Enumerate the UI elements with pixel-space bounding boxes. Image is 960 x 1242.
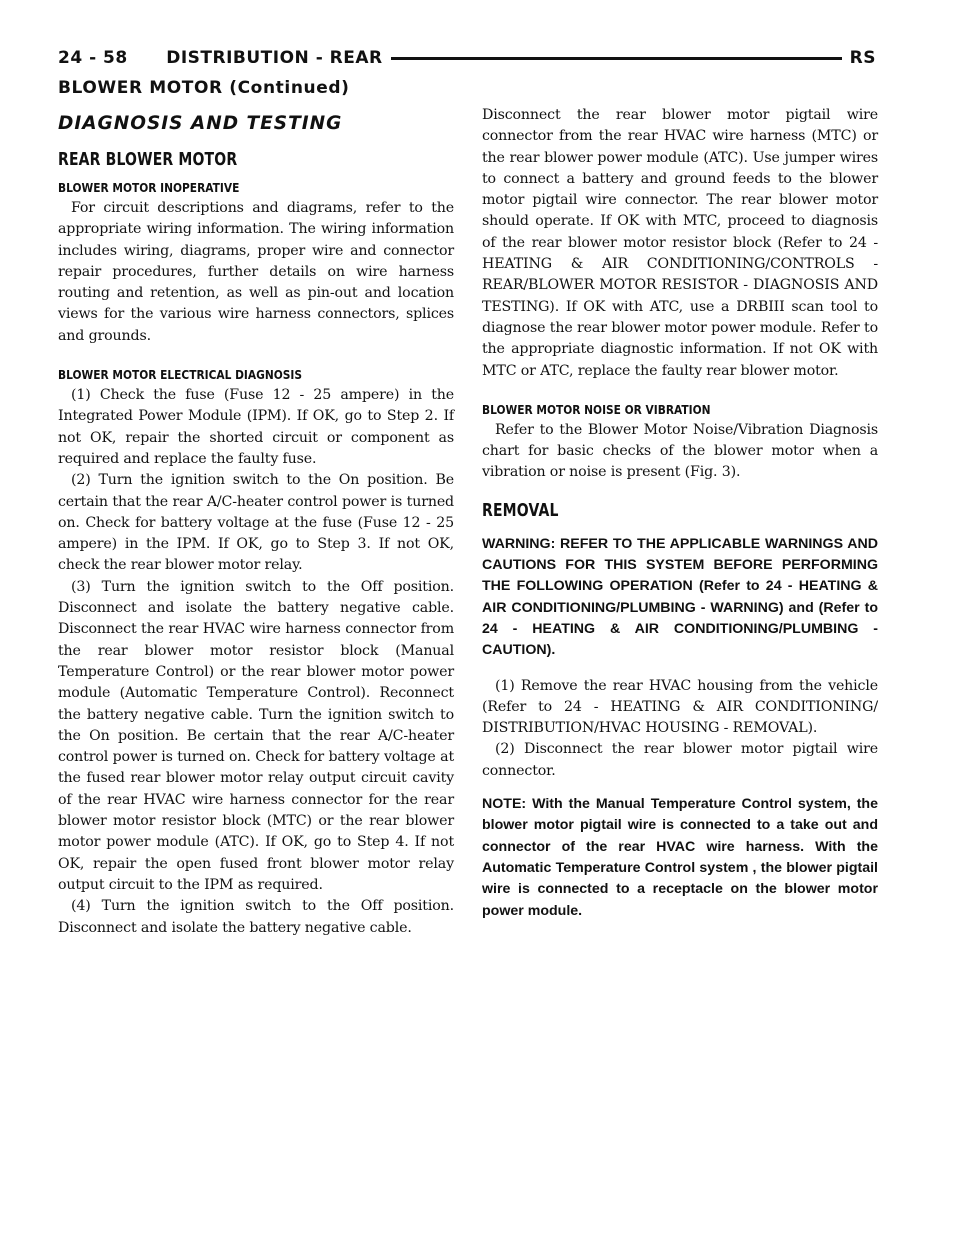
removal-step-2: (2) Disconnect the rear blower motor pigtail wire connector. <box>482 741 878 779</box>
paragraph-noise-vibration: Refer to the Blower Motor Noise/Vibration Diagnosis chart for basic checks of the blower motor when a vibration or noise is present (Fig. 3). <box>482 421 878 481</box>
section-title-diagnosis: DIAGNOSIS AND TESTING <box>58 113 343 134</box>
step-4: (4) Turn the ignition switch to the Off position. Disconnect and isolate the battery negative cable. <box>58 898 454 936</box>
section-title-removal: REMOVAL <box>482 500 559 521</box>
note-paragraph: NOTE: With the Manual Temperature Control system, the blower motor pigtail wire is connected to a take out and connector of the rear HVAC wire harness. With the Automatic Temperature Control system , the blower pigtail wire is connected to a receptacle on the blower motor power module. <box>482 796 878 919</box>
paragraph-continuation: Disconnect the rear blower motor pigtail wire connector from the rear HVAC wire harness (MTC) or the rear blower power module (ATC). Use jumper wires to connect a battery and ground feeds to the blower motor pigtail wire connector. The rear blower motor should operate. If OK with MTC, proceed to diagnosis of the rear blower motor resistor block (Refer to 24 - HEATING & AIR CONDITIONING/CONTROLS - REAR/BLOWER MOTOR RESISTOR - DIAGNOSIS AND TESTING). If OK with ATC, use a DRBIII scan tool to diagnose the rear blower motor power module. Refer to the appropriate diagnostic information. If not OK with MTC or ATC, replace the faulty rear blower motor. <box>482 107 878 379</box>
step-2: (2) Turn the ignition switch to the On position. Be certain that the rear A/C-heater control power is turned on. Check for battery voltage at the fuse (Fuse 12 - 25 ampere) in the IPM. If OK, go to Step 3. If not OK, check the rear blower motor relay. <box>58 472 454 574</box>
header-model-code: RS <box>842 47 876 69</box>
heading-blower-inoperative: BLOWER MOTOR INOPERATIVE <box>58 180 240 195</box>
heading-noise-vibration: BLOWER MOTOR NOISE OR VIBRATION <box>482 401 711 417</box>
step-1: (1) Check the fuse (Fuse 12 - 25 ampere) in the Integrated Power Module (IPM). If OK, go to Step 2. If not OK, repair the shorted circuit or component as required and replace the faulty fuse. <box>58 387 454 467</box>
step-3: (3) Turn the ignition switch to the Off position. Disconnect and isolate the battery negative cable. Disconnect the rear HVAC wire harness connector from the rear blower motor resistor block (Manual Temperature Control) or the rear blower motor power module (Automatic Temperature Control). Reconnect the battery negative cable. Turn the ignition switch to the On position. Be certain that the rear A/C-heater control power is turned on. Check for battery voltage at the fused rear blower motor relay output circuit cavity of the rear HVAC wire harness connector for the rear blower motor resistor block (MTC) or the rear blower motor power module (ATC). If OK, go to Step 4. If not OK, repair the open fused front blower motor relay output circuit to the IPM as required. <box>58 578 454 893</box>
removal-step-1: (1) Remove the rear HVAC housing from the vehicle (Refer to 24 - HEATING & AIR CONDITIONING/ DISTRIBUTION/HVAC HOUSING - REMOVAL). <box>482 677 878 737</box>
continued-title: BLOWER MOTOR (Continued) <box>58 78 350 98</box>
subsection-title-rear-blower-motor: REAR BLOWER MOTOR <box>58 150 238 170</box>
left-column <box>58 112 454 939</box>
page-header <box>58 47 876 71</box>
warning-paragraph: WARNING: REFER TO THE APPLICABLE WARNINGS AND CAUTIONS FOR THIS SYSTEM BEFORE PERFORMING THE FOLLOWING OPERATION (Refer to 24 - HEATING & AIR CONDITIONING/PLUMBING - WARNING) and (Refer to 24 - HEATING & AIR CONDITIONING/PLUMBING - CAUTION). <box>482 535 878 659</box>
heading-electrical-diagnosis: BLOWER MOTOR ELECTRICAL DIAGNOSIS <box>58 367 303 383</box>
paragraph-inoperative: For circuit descriptions and diagrams, refer to the appropriate wiring information. The wiring information includes wiring, diagrams, proper wire and connector repair procedures, further details on wire harness routing and retention, as well as pin-out and location views for the various wire harness connectors, splices and grounds. <box>58 200 454 344</box>
header-page-section: 24 - 58 DISTRIBUTION - REAR <box>58 47 391 69</box>
right-column <box>482 105 878 922</box>
